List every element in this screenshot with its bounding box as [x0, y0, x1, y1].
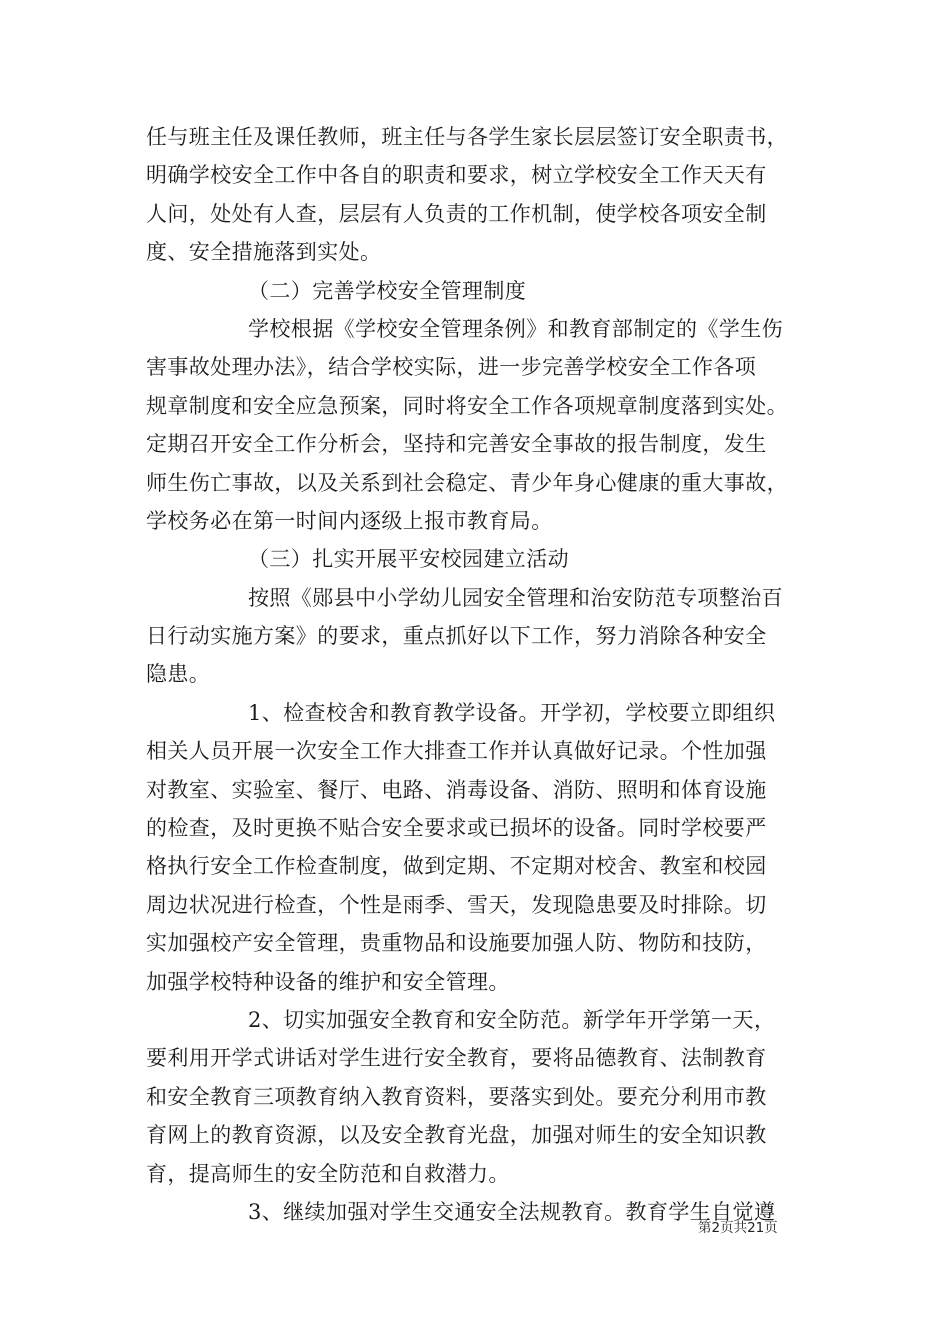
text-line: 1、检查校舍和教育教学设备。开学初，学校要立即组织 — [248, 700, 776, 725]
text-line: 育，提高师生的安全防范和自救潜力。 — [146, 1161, 510, 1186]
text-line: 规章制度和安全应急预案，同时将安全工作各项规章制度落到实处。 — [146, 393, 788, 418]
text-line: 3、继续加强对学生交通安全法规教育。教育学生自觉遵 — [248, 1199, 776, 1224]
text-line: 周边状况进行检查，个性是雨季、雪天，发现隐患要及时排除。切 — [146, 892, 767, 917]
text-line: 人问，处处有人查，层层有人负责的工作机制，使学校各项安全制 — [146, 201, 767, 226]
text-line: 格执行安全工作检查制度，做到定期、不定期对校舍、教室和校园 — [146, 854, 767, 879]
page-number: 第2页共21页 — [698, 1220, 778, 1236]
text-line: （二）完善学校安全管理制度 — [248, 278, 527, 303]
text-line: 明确学校安全工作中各自的职责和要求，树立学校安全工作天天有 — [146, 163, 767, 188]
text-line: 的检查，及时更换不贴合安全要求或已损坏的设备。同时学校要严 — [146, 816, 767, 841]
text-line: 隐患。 — [146, 662, 211, 687]
text-line: 加强学校特种设备的维护和安全管理。 — [146, 969, 510, 994]
text-line: 害事故处理办法》，结合学校实际，进一步完善学校安全工作各项 — [146, 355, 757, 380]
text-line: （三）扎实开展平安校园建立活动 — [248, 547, 569, 572]
text-line: 度、安全措施落到实处。 — [146, 240, 382, 265]
text-line: 育网上的教育资源，以及安全教育光盘，加强对师生的安全知识教 — [146, 1123, 767, 1148]
text-line: 任与班主任及课任教师，班主任与各学生家长层层签订安全职责书， — [146, 125, 788, 149]
text-line: 和安全教育三项教育纳入教育资料，要落实到处。要充分利用市教 — [146, 1084, 767, 1109]
text-line: 定期召开安全工作分析会，坚持和完善安全事故的报告制度，发生 — [146, 432, 767, 457]
text-line: 学校根据《学校安全管理条例》和教育部制定的《学生伤 — [248, 316, 783, 341]
text-line: 按照《郧县中小学幼儿园安全管理和治安防范专项整治百 — [248, 585, 783, 610]
text-line: 相关人员开展一次安全工作大排查工作并认真做好记录。个性加强 — [146, 739, 767, 764]
text-line: 对教室、实验室、餐厅、电路、消毒设备、消防、照明和体育设施 — [146, 777, 767, 802]
text-line: 2、切实加强安全教育和安全防范。新学年开学第一天， — [248, 1007, 776, 1032]
text-line: 实加强校产安全管理，贵重物品和设施要加强人防、物防和技防， — [146, 931, 767, 956]
text-line: 师生伤亡事故，以及关系到社会稳定、青少年身心健康的重大事故， — [146, 470, 788, 495]
text-line: 学校务必在第一时间内逐级上报市教育局。 — [146, 508, 553, 533]
document-body — [146, 118, 816, 1231]
text-line: 要利用开学式讲话对学生进行安全教育，要将品德教育、法制教育 — [146, 1046, 767, 1071]
text-line: 日行动实施方案》的要求，重点抓好以下工作，努力消除各种安全 — [146, 624, 767, 649]
